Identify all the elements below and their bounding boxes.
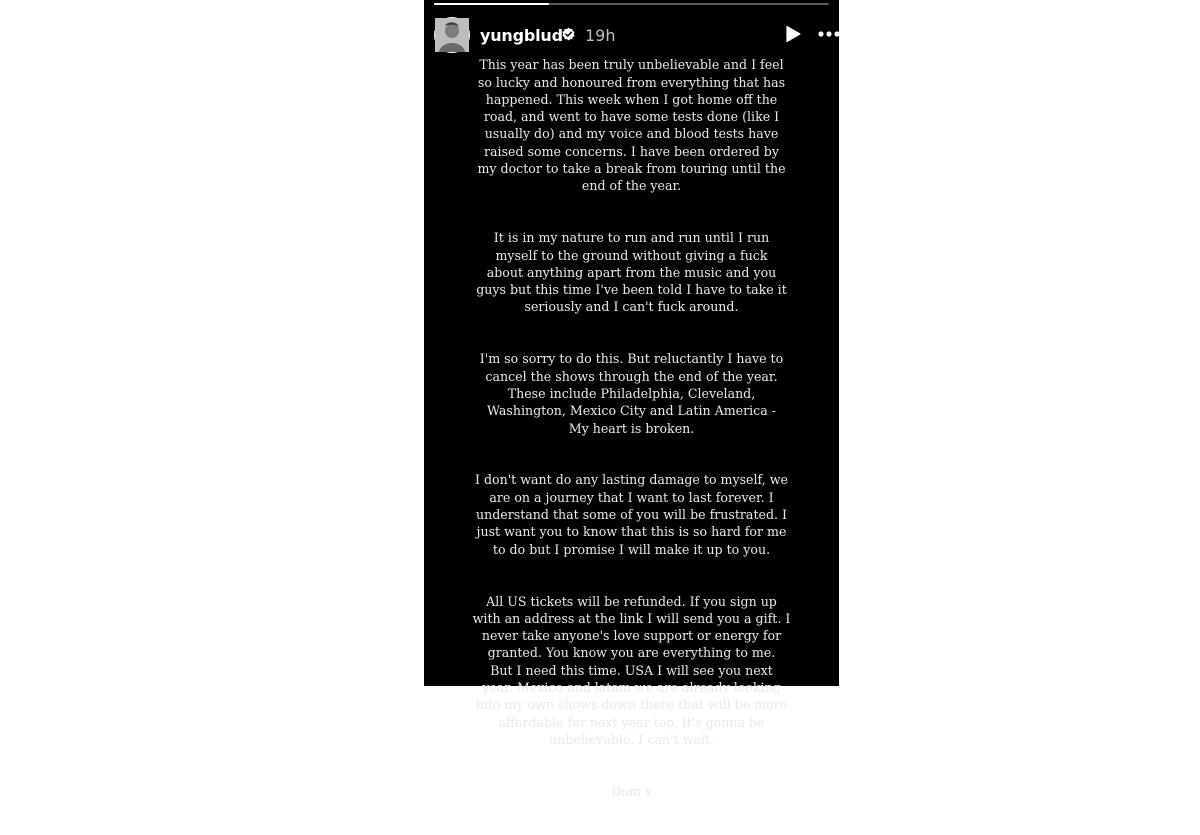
story-statement-text [424, 39, 839, 835]
play-icon[interactable] [784, 25, 802, 43]
more-icon[interactable] [817, 26, 841, 42]
verified-badge-icon [561, 27, 576, 42]
username[interactable]: yungblud [480, 26, 563, 45]
story-timestamp: 19h [585, 26, 616, 45]
avatar-image [435, 18, 469, 52]
story-progress-fill [434, 3, 549, 5]
avatar[interactable] [434, 17, 470, 53]
statement-signoff: Dom x [611, 783, 652, 799]
statement-paragraph: I don't want do any lasting damage to myself, we are on a journey that I want to last forever. I understand that some of you will be frustrated. I just want you to know that this is so hard for me to do but I promise I will make it up to you. [474, 472, 788, 557]
statement-paragraph: It is in my nature to run and run until I run myself to the ground without giving a fuck about anything apart from the music and you guys but this time I've been told I have to take it seriously and I can't fuck around. [476, 230, 787, 315]
statement-paragraph: All US tickets will be refunded. If you sign up with an address at the link I will send you a gift. I never take anyone's love support or energy for granted. You know you are everything to me. But I need this time. USA I will see you next year. Mexico and latam we are already looking into my own shows down there that will be more affordable for next year too. It's gonna be unbelievable. I can't wait. [472, 593, 791, 747]
story-progress-bar [434, 3, 829, 5]
story-header [434, 16, 829, 56]
story-viewer[interactable] [424, 0, 839, 799]
statement-paragraph: This year has been truly unbelievable and I feel so lucky and honoured from everything that has happened. This week when I got home off the road, and went to have some tests done (like I usually do) and my voice and blood tests have raised some concerns. I have been ordered by my doctor to take a break from touring until the end of the year. [477, 57, 786, 194]
statement-paragraph: I'm so sorry to do this. But reluctantly I have to cancel the shows through the end of the year. These include Philadelphia, Cleveland, Washington, Mexico City and Latin America - My heart is broken. [479, 351, 784, 436]
